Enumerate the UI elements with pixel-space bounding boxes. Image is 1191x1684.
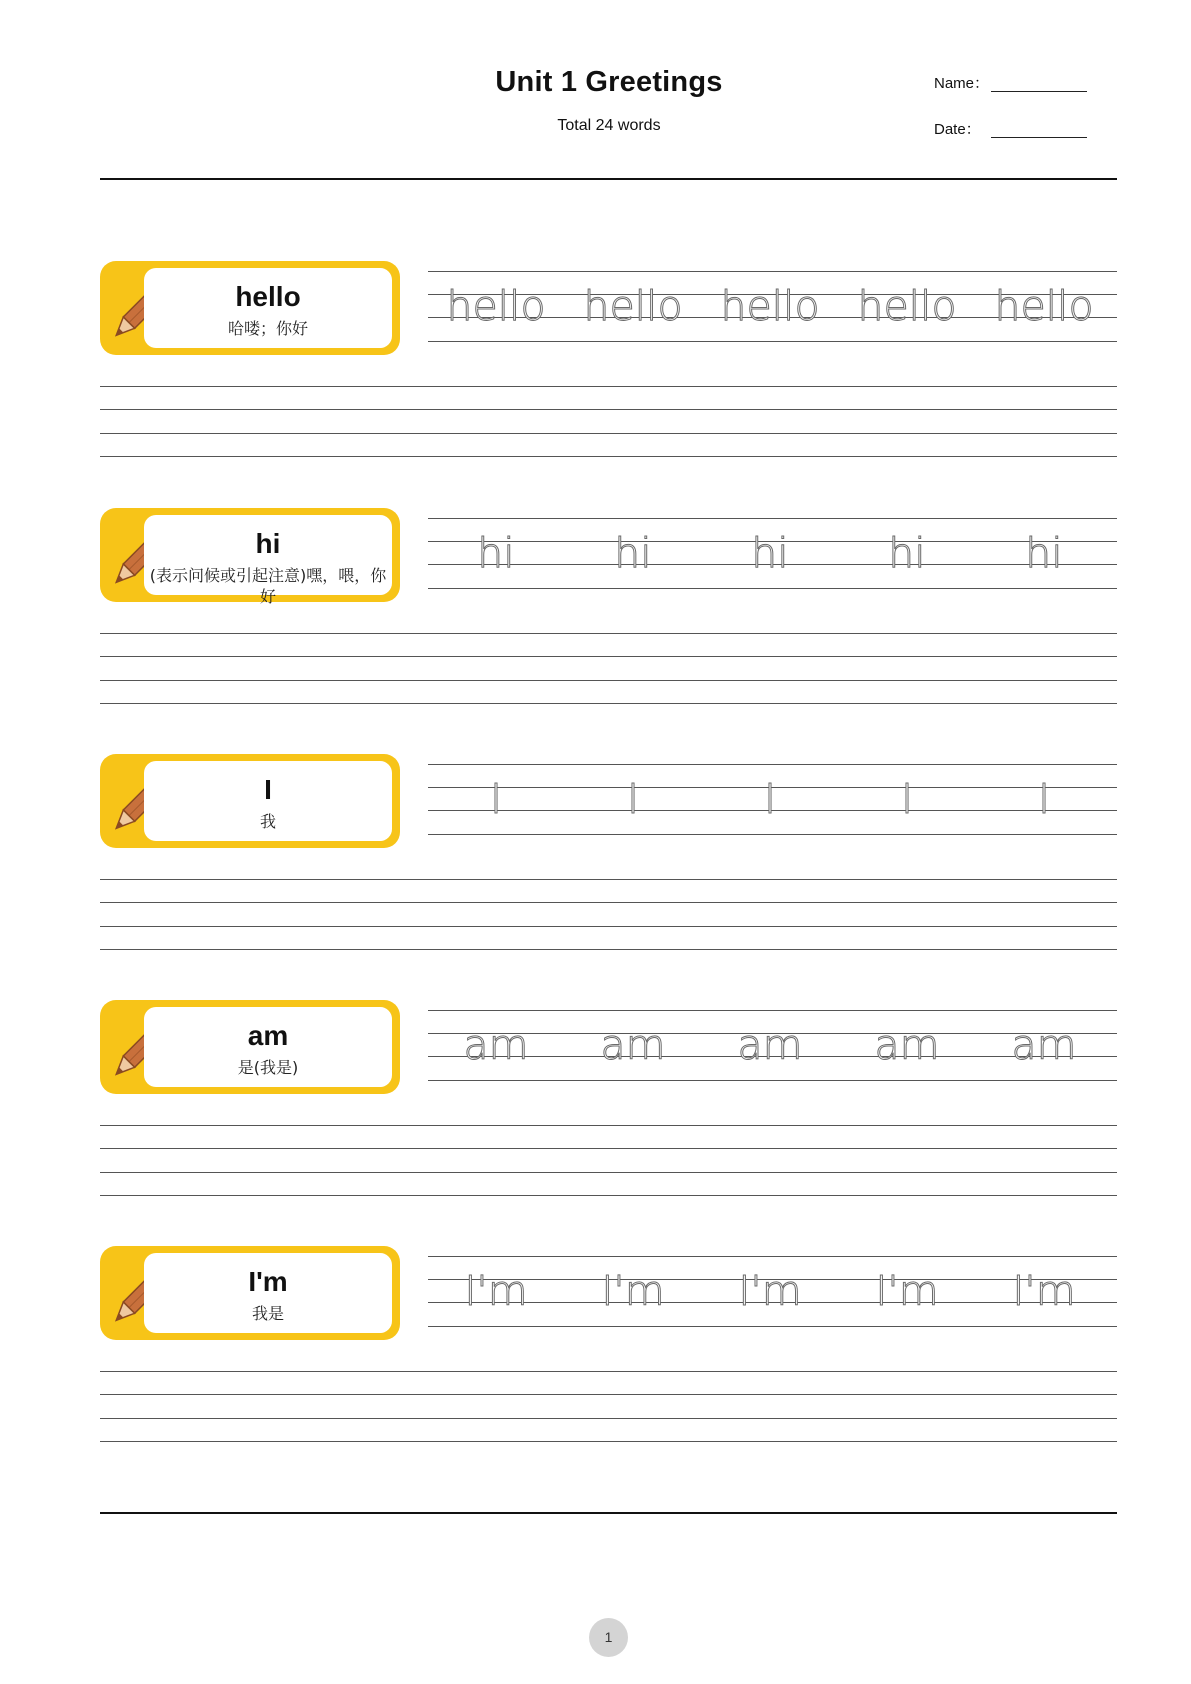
word-block [0,261,1191,491]
practice-line [100,902,1117,903]
guide-line [428,764,1117,765]
practice-line [100,879,1117,880]
word-card [100,261,400,355]
page-subtitle: Total 24 words [557,117,661,134]
trace-word: I'm [875,1267,939,1315]
trace-word: hi [1025,529,1063,577]
date-label: Date： [934,121,981,138]
practice-line [100,433,1117,434]
date-blank [991,137,1087,138]
practice-line [100,1148,1117,1149]
trace-lines [428,1256,1117,1326]
word-card [100,1000,400,1094]
word-block [0,1246,1191,1476]
guide-line [428,518,1117,519]
practice-line [100,949,1117,950]
word-card-label [144,268,392,348]
practice-line [100,680,1117,681]
practice-lines[interactable] [100,879,1117,951]
word-text: hello [235,281,301,312]
guide-line [428,834,1117,835]
word-card [100,754,400,848]
trace-word: am [874,1021,940,1069]
word-meaning: 我是 [251,1304,284,1323]
word-card-label [144,761,392,841]
word-text: I'm [248,1266,288,1297]
name-label: Name： [934,75,990,92]
trace-word: hello [446,282,546,330]
word-card-label [144,1007,392,1087]
trace-lines [428,764,1117,834]
name-blank [991,91,1087,92]
guide-line [428,1326,1117,1327]
practice-line [100,1441,1117,1442]
date-field [934,118,981,139]
practice-lines[interactable] [100,1125,1117,1197]
word-block [0,508,1191,738]
word-card-label [144,515,392,606]
word-meaning: (表示问候或引起注意)嘿，喂，你好 [149,566,387,606]
guide-line [428,588,1117,589]
trace-lines [428,518,1117,588]
trace-word: I [763,775,777,823]
name-field [934,72,989,93]
practice-line [100,703,1117,704]
trace-word: hello [720,282,820,330]
trace-word: hello [994,282,1094,330]
practice-line [100,1195,1117,1196]
trace-word: hello [583,282,683,330]
trace-word: I [626,775,640,823]
practice-line [100,926,1117,927]
trace-word: am [600,1021,666,1069]
trace-word: I'm [738,1267,802,1315]
guide-line [428,1010,1117,1011]
word-text: I [264,774,272,805]
practice-line [100,633,1117,634]
word-block [0,1000,1191,1230]
word-card [100,508,400,606]
trace-lines [428,271,1117,341]
word-meaning: 哈喽；你好 [227,319,308,338]
trace-word: am [1011,1021,1077,1069]
word-text: hi [255,528,281,559]
practice-line [100,1394,1117,1395]
trace-word: hi [477,529,515,577]
guide-line [428,271,1117,272]
footer-divider [100,1512,1117,1514]
trace-word: am [737,1021,803,1069]
trace-word: I [1037,775,1051,823]
practice-line [100,656,1117,657]
trace-word: hello [857,282,957,330]
practice-line [100,1172,1117,1173]
word-meaning: 是(我是) [237,1058,299,1077]
practice-lines[interactable] [100,633,1117,705]
trace-word: hi [888,529,926,577]
word-card-label [144,1253,392,1333]
trace-lines [428,1010,1117,1080]
practice-lines[interactable] [100,386,1117,458]
trace-word: I'm [601,1267,665,1315]
word-card [100,1246,400,1340]
trace-word: hi [614,529,652,577]
trace-word: I [900,775,914,823]
trace-word: I'm [1012,1267,1076,1315]
word-text: am [247,1020,289,1051]
word-meaning: 我 [259,812,276,831]
guide-line [428,1080,1117,1081]
word-block [0,754,1191,984]
practice-line [100,456,1117,457]
page-number: 1 [589,1618,628,1657]
trace-word: I'm [464,1267,528,1315]
header-divider [100,178,1117,180]
trace-word: am [463,1021,529,1069]
practice-line [100,1371,1117,1372]
page-title: Unit 1 Greetings [495,66,723,98]
guide-line [428,341,1117,342]
guide-line [428,1256,1117,1257]
trace-word: hi [751,529,789,577]
practice-lines[interactable] [100,1371,1117,1443]
practice-line [100,386,1117,387]
trace-word: I [489,775,503,823]
practice-line [100,1418,1117,1419]
practice-line [100,1125,1117,1126]
practice-line [100,409,1117,410]
